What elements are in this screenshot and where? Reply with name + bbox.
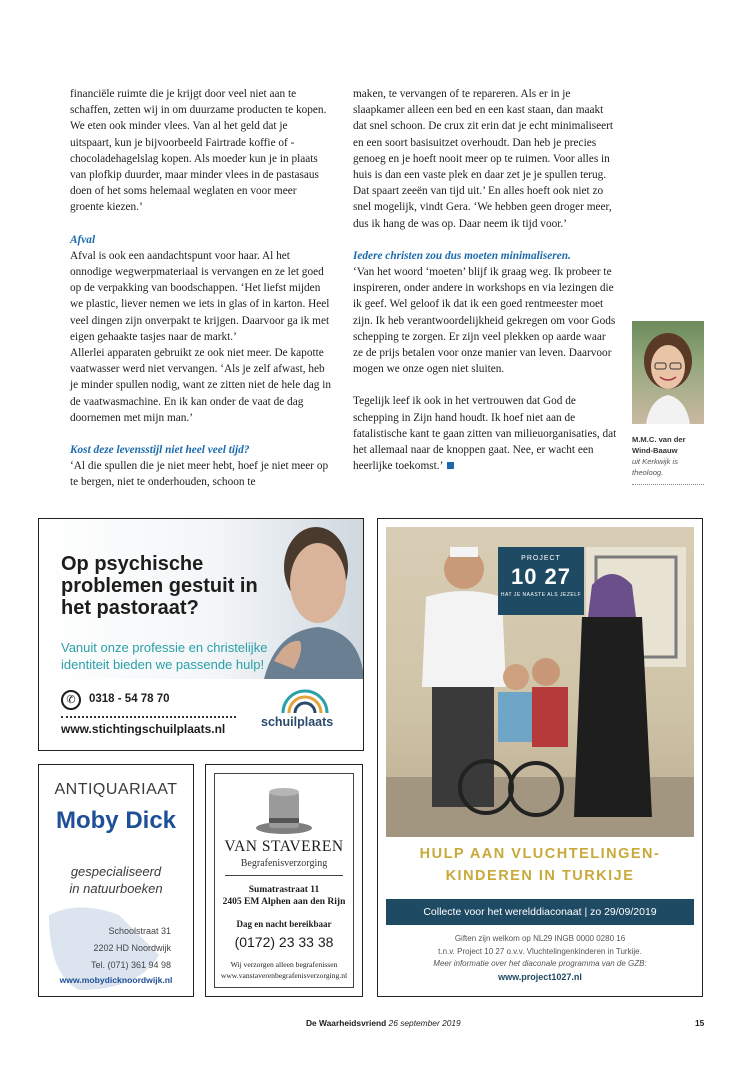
subheading: Afval [70, 233, 96, 246]
ad-phone: (0172) 23 33 38 [234, 934, 334, 950]
paragraph: Tegelijk leef ik ook in het vertrouwen dat God de schepping in Zijn hand houdt. Ik hoef niet aan de fatalistische kant te gaan zitten van milieuorganisaties, dat het allemaal naar de knoppen gaat. Nee, er wacht een heerlijke toekomst.’ [353, 395, 617, 473]
top-hat-icon [253, 784, 315, 836]
ad-phone: 0318 - 54 78 70 [89, 693, 170, 705]
ad-website[interactable]: www.project1027.nl [498, 971, 582, 982]
ad-project-1027 [377, 518, 703, 997]
author-role: theoloog. [632, 468, 664, 477]
ad-collecte-band: Collecte voor het werelddiaconaat | zo 29/09/2019 [386, 899, 694, 925]
author-role: uit Kerkwijk is [632, 457, 678, 466]
ad-website[interactable]: www.mobydicknoordwijk.nl [59, 975, 173, 985]
ad-headline: HULP AAN VLUCHTELINGEN- KINDEREN IN TURKIJE [419, 846, 661, 884]
ad-footer: Giften zijn welkom op NL29 INGB 0000 0280 16 t.n.v. Project 10 27 o.v.v. Vluchtelingenkinderen in Turkije. Meer informatie over het diaconale programma van de GZB: www.project1027.nl [378, 933, 702, 983]
issue-date: 26 september 2019 [388, 1018, 461, 1028]
ad-schuilplaats [38, 518, 364, 751]
paragraph: Afval is ook een aandachtspunt voor haar. Al het onnodige wegwerpmateriaal is vervangen en ze let goed op de verpakking van boodschappen. ‘Het liefst mijden we plastic, liever nemen we iets in glas of in karton. Heel veel dingen zijn onverpakt te krijgen. Daarvoor ga ik met eigen gehaakte tasjes naar de markt.’ [70, 249, 330, 343]
paragraph: financiële ruimte die je krijgt door veel niet aan te schaffen, zetten wij in om duurzame producten te kopen. We eten ook minder vlees. Van al het geld dat je uitspaart, kun je bijvoorbeeld Fairtrade koffie of -chocoladehagelslag kopen. Als moeder kun je in plaats van plofkip duurder, maar minder vlees in de pastasaus doen of het soms helemaal weglaten en voor meer groente kiezen.’ [70, 88, 327, 214]
author-name: Wind-Baauw [632, 446, 678, 455]
divider [225, 875, 343, 876]
author-photo [632, 321, 704, 424]
author-caption [632, 434, 706, 478]
paragraph: Allerlei apparaten gebruikt ze ook niet meer. De kapotte vaatwasser werd niet vervangen. ‘Als je zelf afwast, heb je minder spullen nodig, want ze zitten niet de hele dag in de vaatwasmachine. En ik kan onder de vaat de dag doornemen met mijn man.’ [70, 347, 332, 424]
article-column-middle [353, 86, 617, 474]
ad-title: Op psychische problemen gestuit in het pastoraat? [61, 553, 258, 619]
subheading: Kost deze levensstijl niet heel veel tijd? [70, 444, 250, 457]
ad-heading: ANTIQUARIAAT [54, 781, 178, 798]
page-number: 15 [695, 1018, 705, 1028]
ad-address: Schoolstraat 31 2202 HD Noordwijk Tel. (071) 361 94 98 [90, 926, 171, 970]
author-name: M.M.C. van der [632, 435, 686, 444]
ad-tagline: gespecialiseerd in natuurboeken [69, 864, 163, 896]
ad-subtitle: Vanuit onze professie en christelijke identiteit bieden we passende hulp! [61, 640, 268, 672]
ad-van-staveren [205, 764, 363, 997]
dotted-divider [61, 716, 236, 718]
ad-subtitle: Begrafenisverzorging [240, 858, 328, 869]
project-badge: PROJECT 10 27 HAT JE NAASTE ALS JEZELF [498, 547, 584, 615]
ad-website[interactable]: www.stichtingschuilplaats.nl [61, 722, 226, 736]
schuilplaats-logo-icon [275, 685, 335, 715]
ad-frame [214, 773, 354, 988]
subheading: Iedere christen zou dus moeten minimaliseren. [353, 249, 571, 262]
ad-moby-dick [38, 764, 194, 997]
ad-title: VAN STAVEREN [224, 838, 344, 855]
article-column-left [70, 86, 332, 491]
ad-logo-text: schuilplaats [261, 715, 334, 729]
paragraph: maken, te vervangen of te repareren. Als er in je slaapkamer alleen een bed en een kast staan, dan maakt dat snel schoon. De crux zit erin dat je echt minimaliseert en een soort basisuitzet overhoudt. Dan heb je precies genoeg en je hoeft nooit meer op te ruimen. Voor alles in huis is dan een vaste plek en daar zet je je spullen terug. Dat spaart zeeën van tijd uit.’ En alles hoeft ook niet zo snel mogelijk, vindt Gera. ‘We hebben geen droger meer, dus ik hang de was op. Daar neem ik tijd voor.’ [353, 88, 614, 230]
ad-footer: Wij verzorgen alleen begrafenissen www.vanstaverenbegrafenisverzorging.nl [220, 960, 348, 980]
end-mark-icon [447, 462, 454, 469]
magazine-name: De Waarheidsvriend 26 september 2019 [306, 1018, 461, 1028]
divider [632, 484, 704, 485]
phone-icon: ✆ [61, 690, 81, 710]
paragraph: ‘Van het woord ‘moeten’ blijf ik graag weg. Ik probeer te inspireren, onder andere in workshops en via lezingen die ik geef. Wel geloof ik dat ik een goed rentmeester moet zijn. Ik heb verantwoordelijkheid gekregen om voor Gods schepping te zorgen. Er zijn veel plekken op aarde waar ze de prijs betalen voor onze manier van leven. Daarvoor mogen we onze ogen niet sluiten. [353, 266, 616, 376]
ad-address: Sumatrastraat 11 2405 EM Alphen aan den Rijn [222, 885, 346, 907]
ad-availability: Dag en nacht bereikbaar [236, 919, 332, 929]
ad-family-photo [386, 527, 694, 837]
ad-title: Moby Dick [55, 807, 177, 834]
paragraph: ‘Al die spullen die je niet meer hebt, hoef je niet meer op te bergen, niet te onderhouden, schoon te [70, 460, 329, 489]
